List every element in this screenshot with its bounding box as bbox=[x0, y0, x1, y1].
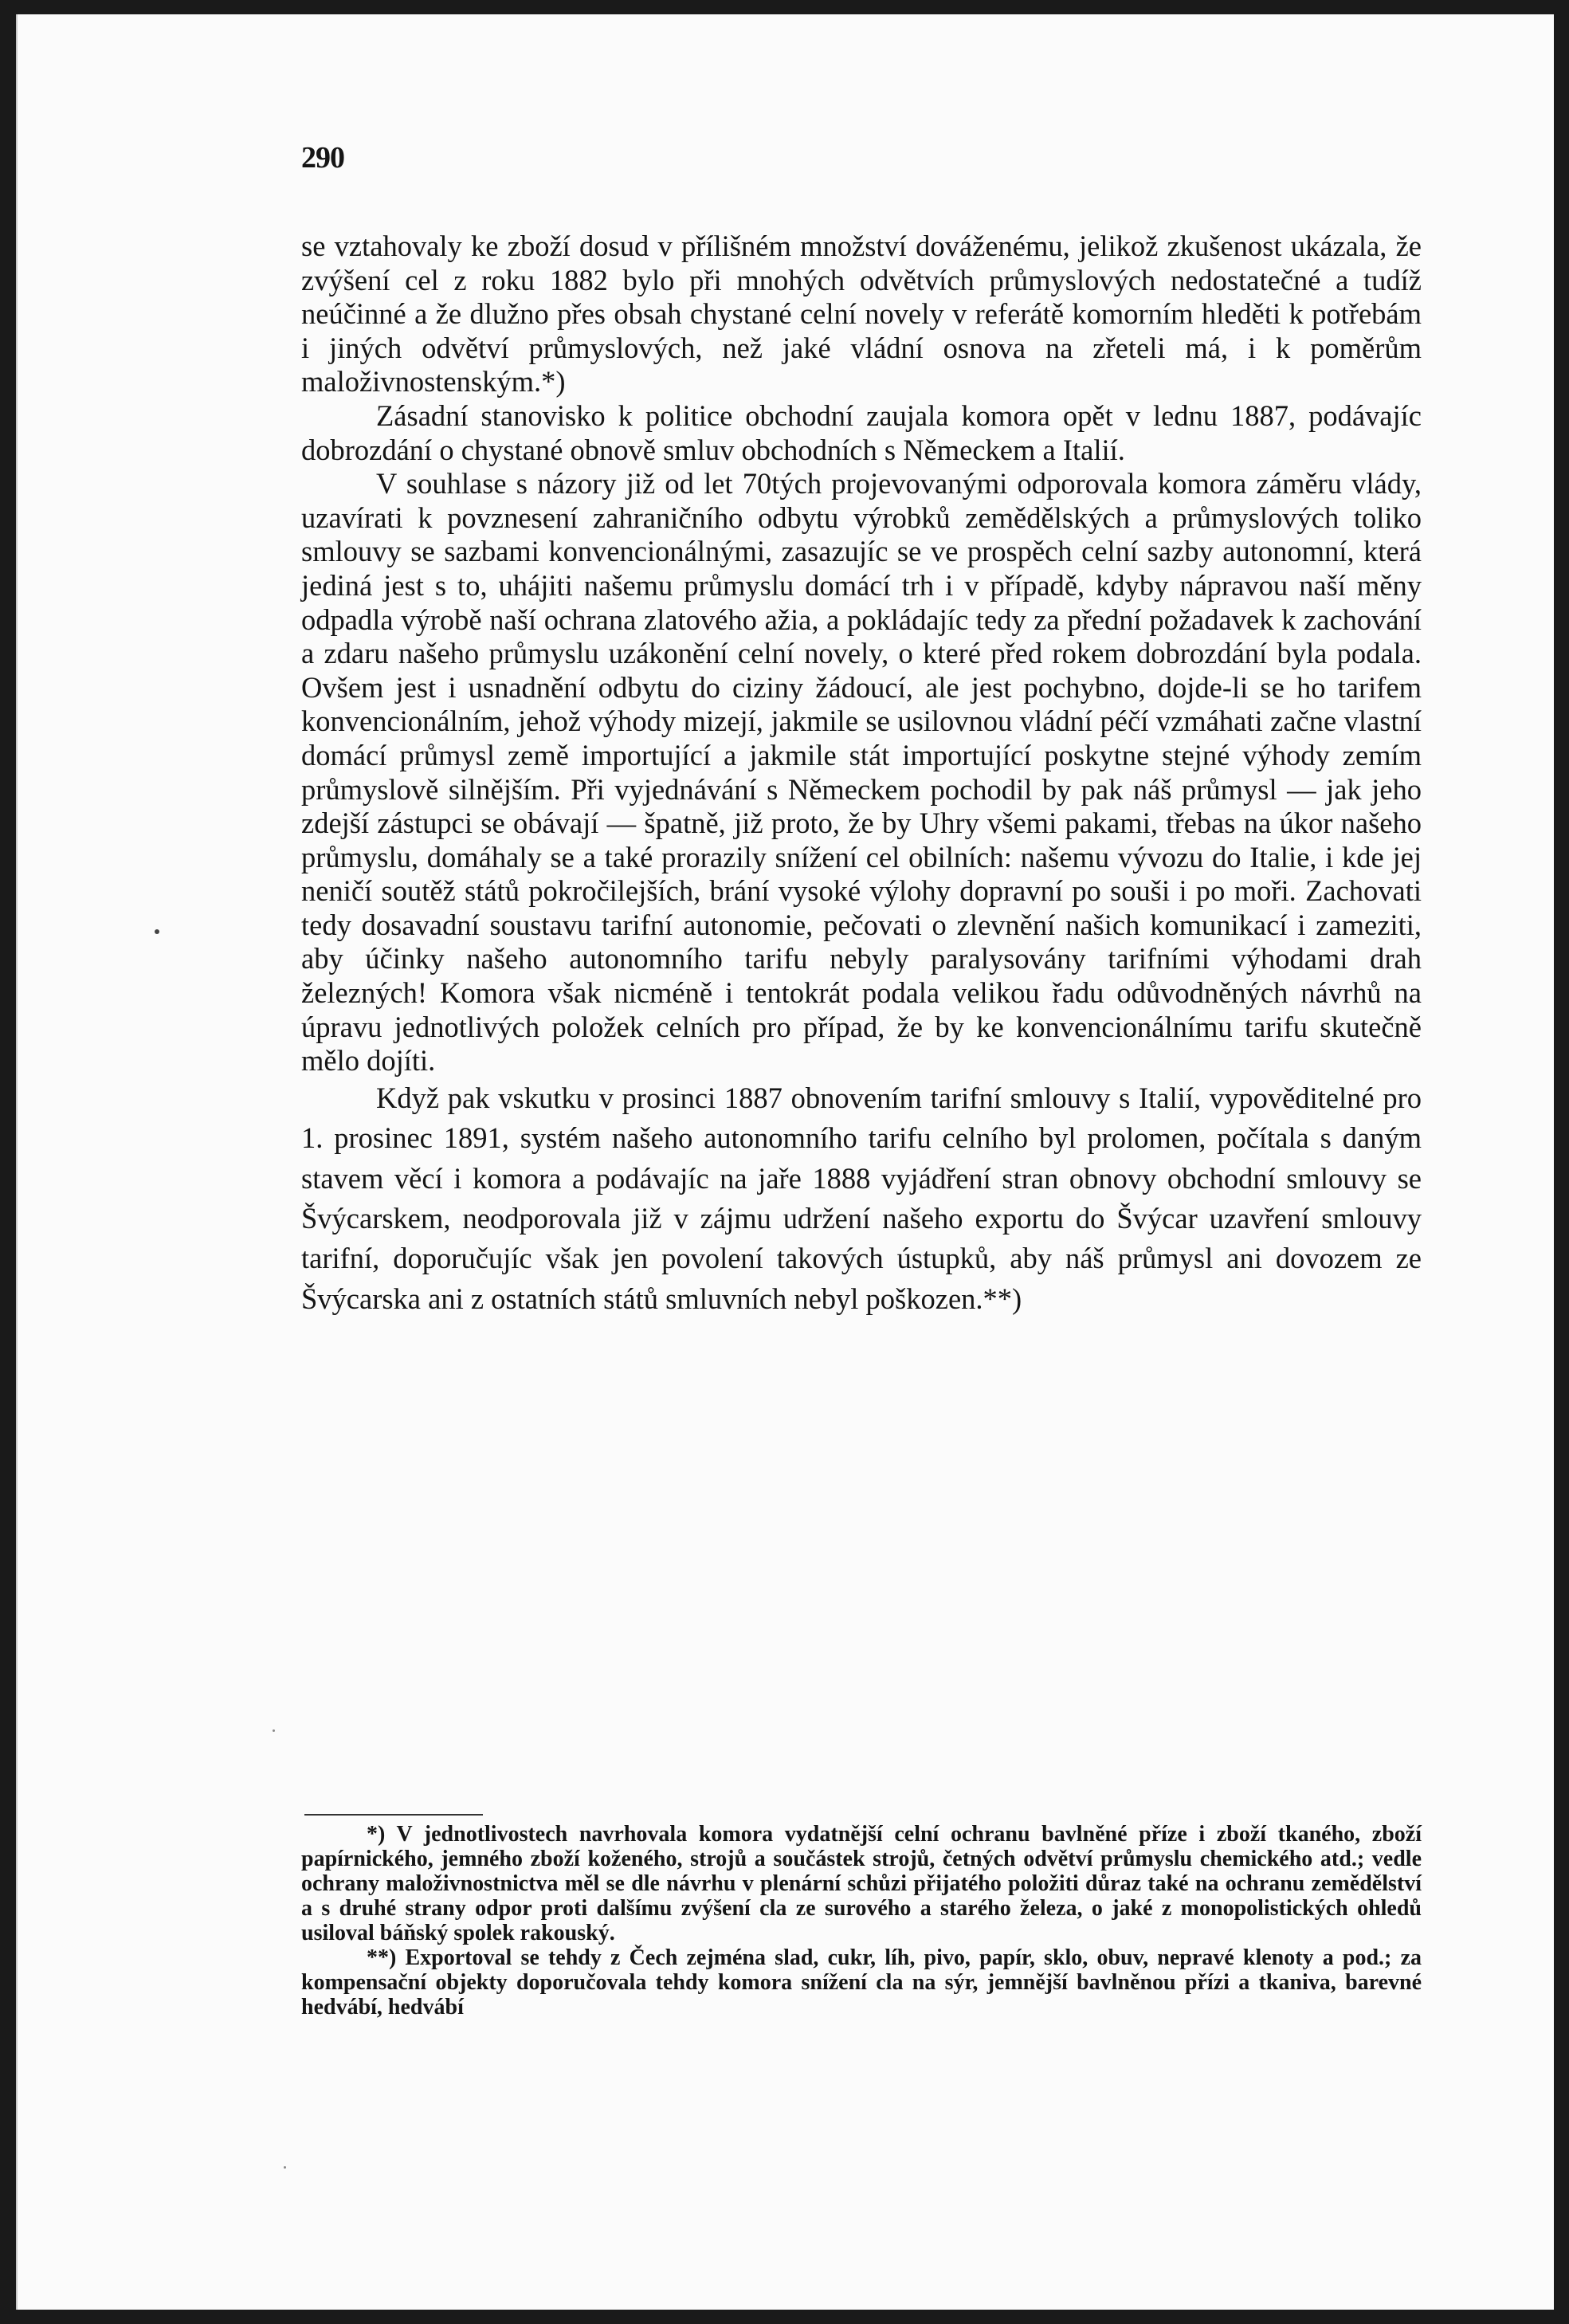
body-text bbox=[301, 230, 1422, 1319]
footnote-divider bbox=[304, 1814, 483, 1816]
book-page bbox=[16, 14, 1554, 2310]
footnotes bbox=[301, 1822, 1422, 2020]
paragraph-3: V souhlase s názory již od let 70tých projevovanými odporovala komora záměru vlády, uzavírati k povznesení zahraničního odbytu výrobků zemědělských a průmyslových toliko smlouvy se sazbami konvencionálnými, zasazujíc se ve prospěch celní sazby autonomní, která jediná jest s to, uhájiti našemu průmyslu domácí trh i v případě, kdyby nápravou naší měny odpadla výrobě naší ochrana zlatového ažia, a pokládajíc tedy za přední požadavek k zachování a zdaru našeho průmyslu uzákonění celní novely, o které před rokem dobrozdání byla podala. Ovšem jest i usnadnění odbytu do ciziny žádoucí, ale jest pochybno, dojde-li se ho tarifem konvencionálním, jehož výhody mizejí, jakmile se usilovnou vládní péčí vzmáhati začne vlastní domácí průmysl země importující a jakmile stát importující poskytne stejné výhody zemím průmyslově silnějším. Při vyjednávání s Německem pochodil by pak náš průmysl — jak jeho zdejší zástupci se obávají — špatně, již proto, že by Uhry všemi pakami, třebas na úkor našeho průmyslu, domáhaly se a také prorazily snížení cel obilních: našemu vývozu do Italie, i kde jej neničí soutěž států pokročilejších, brání vysoké výlohy dopravní po souši i po moři. Zachovati tedy dosavadní soustavu tarifní autonomie, pečovati o zlevnění našich komunikací i zameziti, aby účinky našeho autonomního tarifu nebyly paralysovány tarifními výhodami drah železných! Komora však nicméně i tentokrát podala velikou řadu odůvodněných návrhů na úpravu jednotlivých položek celních pro případ, že by ke konvencionálnímu tarifu skutečně mělo dojíti. bbox=[301, 467, 1422, 1078]
margin-mark bbox=[155, 929, 159, 934]
paragraph-4: Když pak vskutku v prosinci 1887 obnovením tarifní smlouvy s Italií, vypověditelné pro 1. prosinec 1891, systém našeho autonomního tarifu celního byl prolomen, počítala s daným stavem věcí i komora a podávajíc na jaře 1888 vyjádření stran obnovy obchodní smlouvy se Švýcarskem, neodporovala již v zájmu udržení našeho exportu do Švýcar uzavření smlouvy tarifní, doporučujíc však jen povolení takových ústupků, aby náš průmysl ani dovozem ze Švýcarska ani z ostatních států smluvních nebyl poškozen.**) bbox=[301, 1081, 1422, 1315]
scan-speck bbox=[284, 2166, 286, 2169]
page-number: 290 bbox=[301, 141, 344, 175]
footnote-1: *) V jednotlivostech navrhovala komora vydatnější celní ochranu bavlněné příze i zboží tkaného, zboží papírnického, jemného zboží koženého, strojů a součástek strojů, četných odvětví průmyslu chemického atd.; vedle ochrany maloživnostnictva měl se dle návrhu v plenární schůzi přijatého položiti důraz také na ochranu zemědělství a s druhé strany odpor proti dalšímu zvýšení cla ze surového a starého železa, o jaké z monopolistických ohledů usiloval báňský spolek rakouský. bbox=[301, 1822, 1422, 1945]
scan-speck bbox=[273, 1729, 275, 1732]
footnote-2: **) Exportoval se tehdy z Čech zejména slad, cukr, líh, pivo, papír, sklo, obuv, nepravé klenoty a pod.; za kompensační objekty doporučovala tehdy komora snížení cla na sýr, jemnější bavlněnou přízi a tkaniva, barevné hedvábí, hedvábí bbox=[301, 1945, 1422, 2020]
paragraph-2: Zásadní stanovisko k politice obchodní zaujala komora opět v lednu 1887, podávajíc dobrozdání o chystané obnově smluv obchodních s Německem a Italií. bbox=[301, 398, 1422, 466]
paragraph-1: se vztahovaly ke zboží dosud v přílišném množství dováženému, jelikož zkušenost ukázala, že zvýšení cel z roku 1882 bylo při mnohých odvětvích průmyslových nedostatečné a tudíž neúčinné a že dlužno přes obsah chystané celní novely v referátě komorním hleděti k potřebám i jiných odvětví průmyslových, než jaké vládní osnova na zřeteli má, i k poměrům maloživnostenským.*) bbox=[301, 230, 1422, 398]
